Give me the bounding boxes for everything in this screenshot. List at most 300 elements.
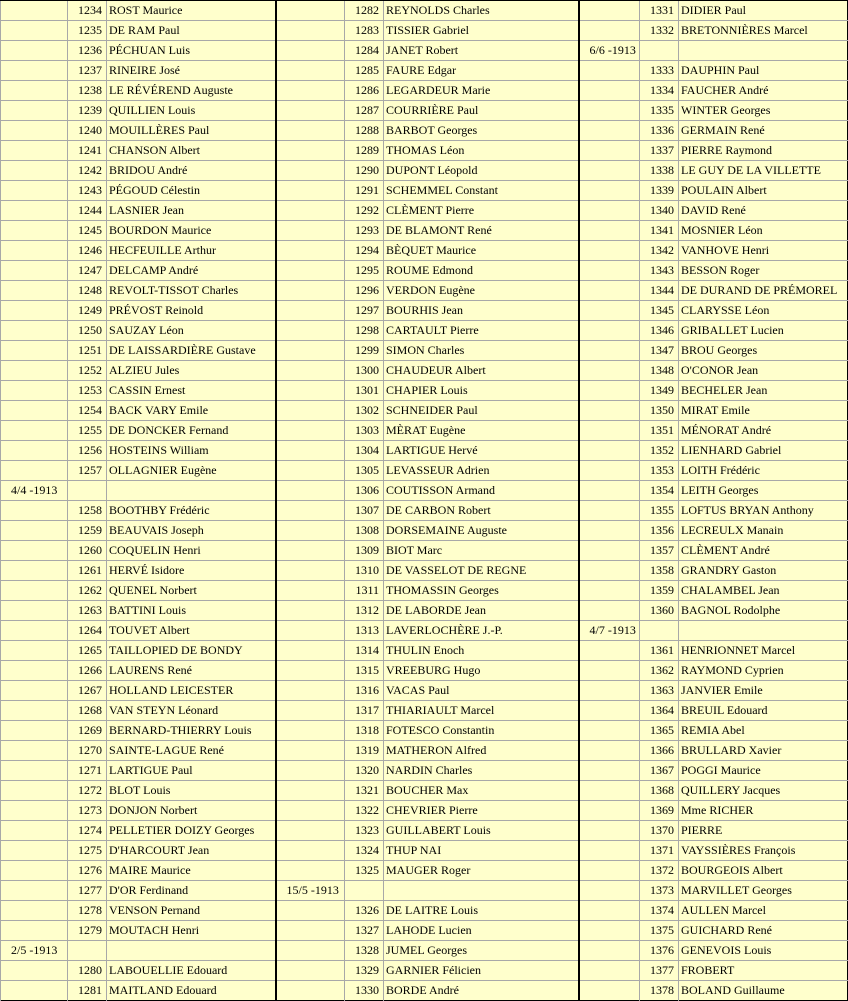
- date-cell: [276, 501, 345, 521]
- pilot-name-cell: DE CARBON Robert: [384, 501, 579, 521]
- license-number-cell: 1281: [68, 981, 107, 1001]
- pilot-name-cell: DIDIER Paul: [679, 1, 848, 21]
- license-number-cell: 1320: [345, 761, 384, 781]
- license-number-cell: 1364: [640, 701, 679, 721]
- pilot-name-cell: DE DONCKER Fernand: [107, 421, 276, 441]
- license-number-cell: 1309: [345, 541, 384, 561]
- date-cell: [1, 781, 68, 801]
- license-number-cell: 1303: [345, 421, 384, 441]
- license-number-cell: 1243: [68, 181, 107, 201]
- pilot-name-cell: COURRIÈRE Paul: [384, 101, 579, 121]
- license-number-cell: 1372: [640, 861, 679, 881]
- license-number-cell: 1377: [640, 961, 679, 981]
- date-cell: 15/5 -1913: [276, 881, 345, 901]
- license-number-cell: 1317: [345, 701, 384, 721]
- table-row: [1, 21, 848, 41]
- table-row: [1, 301, 848, 321]
- license-number-cell: 1343: [640, 261, 679, 281]
- date-cell: [579, 101, 640, 121]
- pilot-name-cell: [107, 481, 276, 501]
- table-row: [1, 861, 848, 881]
- license-number-cell: 1353: [640, 461, 679, 481]
- date-cell: [1, 961, 68, 981]
- date-cell: [1, 141, 68, 161]
- pilot-name-cell: O'CONOR Jean: [679, 361, 848, 381]
- date-cell: [579, 801, 640, 821]
- date-cell: [579, 421, 640, 441]
- date-cell: [1, 361, 68, 381]
- license-number-cell: 1376: [640, 941, 679, 961]
- date-cell: [579, 561, 640, 581]
- pilot-name-cell: FAURE Edgar: [384, 61, 579, 81]
- pilot-name-cell: QUENEL Norbert: [107, 581, 276, 601]
- license-number-cell: 1236: [68, 41, 107, 61]
- license-number-cell: 1329: [345, 961, 384, 981]
- pilot-name-cell: LABOUELLIE Edouard: [107, 961, 276, 981]
- pilot-name-cell: BERNARD-THIERRY Louis: [107, 721, 276, 741]
- license-number-cell: 1290: [345, 161, 384, 181]
- table-row: [1, 121, 848, 141]
- date-cell: [276, 361, 345, 381]
- date-cell: [276, 341, 345, 361]
- license-number-cell: 1278: [68, 901, 107, 921]
- date-cell: [276, 581, 345, 601]
- date-cell: [579, 861, 640, 881]
- license-number-cell: 1242: [68, 161, 107, 181]
- license-number-cell: 1307: [345, 501, 384, 521]
- license-number-cell: 1369: [640, 801, 679, 821]
- license-number-cell: 1311: [345, 581, 384, 601]
- license-number-cell: 1306: [345, 481, 384, 501]
- date-cell: [579, 581, 640, 601]
- license-number-cell: 1327: [345, 921, 384, 941]
- pilot-name-cell: LEVASSEUR Adrien: [384, 461, 579, 481]
- table-row: [1, 961, 848, 981]
- date-cell: [276, 221, 345, 241]
- date-cell: [579, 401, 640, 421]
- date-cell: [276, 301, 345, 321]
- license-number-cell: 1347: [640, 341, 679, 361]
- date-cell: [579, 481, 640, 501]
- pilot-name-cell: GARNIER Félicien: [384, 961, 579, 981]
- pilot-name-cell: FAUCHER André: [679, 81, 848, 101]
- pilot-name-cell: LAHODE Lucien: [384, 921, 579, 941]
- pilot-name-cell: MOUTACH Henri: [107, 921, 276, 941]
- date-cell: [276, 201, 345, 221]
- license-number-cell: 1301: [345, 381, 384, 401]
- date-cell: [276, 161, 345, 181]
- pilot-name-cell: BOOTHBY Frédéric: [107, 501, 276, 521]
- license-number-cell: 1370: [640, 821, 679, 841]
- license-number-cell: 1291: [345, 181, 384, 201]
- date-cell: [276, 261, 345, 281]
- date-cell: [276, 381, 345, 401]
- license-number-cell: 1286: [345, 81, 384, 101]
- date-cell: [276, 141, 345, 161]
- pilot-name-cell: LE GUY DE LA VILLETTE: [679, 161, 848, 181]
- date-cell: [276, 41, 345, 61]
- pilot-name-cell: LIENHARD Gabriel: [679, 441, 848, 461]
- pilot-name-cell: BREUIL Edouard: [679, 701, 848, 721]
- date-cell: 6/6 -1913: [579, 41, 640, 61]
- license-number-cell: 1274: [68, 821, 107, 841]
- license-number-cell: 1244: [68, 201, 107, 221]
- table-row: [1, 321, 848, 341]
- date-cell: [579, 941, 640, 961]
- pilot-name-cell: DELCAMP André: [107, 261, 276, 281]
- license-number-cell: 1271: [68, 761, 107, 781]
- pilot-name-cell: DE DURAND DE PRÉMOREL: [679, 281, 848, 301]
- pilot-name-cell: PÉCHUAN Luis: [107, 41, 276, 61]
- date-cell: [579, 761, 640, 781]
- table-row: [1, 541, 848, 561]
- license-number-cell: 1240: [68, 121, 107, 141]
- license-number-cell: 1250: [68, 321, 107, 341]
- pilot-name-cell: BOURHIS Jean: [384, 301, 579, 321]
- pilot-name-cell: CHEVRIER Pierre: [384, 801, 579, 821]
- pilot-name-cell: BARBOT Georges: [384, 121, 579, 141]
- table-row: [1, 781, 848, 801]
- date-cell: [276, 901, 345, 921]
- date-cell: [1, 121, 68, 141]
- license-number-cell: 1256: [68, 441, 107, 461]
- date-cell: [276, 401, 345, 421]
- pilot-name-cell: JANET Robert: [384, 41, 579, 61]
- license-number-cell: 1262: [68, 581, 107, 601]
- table-row: [1, 141, 848, 161]
- table-row: [1, 741, 848, 761]
- pilot-name-cell: DE RAM Paul: [107, 21, 276, 41]
- license-number-cell: 1305: [345, 461, 384, 481]
- date-cell: [579, 881, 640, 901]
- date-cell: [579, 161, 640, 181]
- date-cell: [276, 961, 345, 981]
- date-cell: [579, 281, 640, 301]
- table-row: [1, 661, 848, 681]
- date-cell: [579, 61, 640, 81]
- table-row: [1, 101, 848, 121]
- license-number-cell: 1340: [640, 201, 679, 221]
- pilot-name-cell: VAYSSIÈRES François: [679, 841, 848, 861]
- pilot-name-cell: COQUELIN Henri: [107, 541, 276, 561]
- pilot-name-cell: GRIBALLET Lucien: [679, 321, 848, 341]
- license-number-cell: 1374: [640, 901, 679, 921]
- pilot-name-cell: Mme RICHER: [679, 801, 848, 821]
- table-row: [1, 881, 848, 901]
- pilot-name-cell: COUTISSON Armand: [384, 481, 579, 501]
- date-cell: [579, 81, 640, 101]
- pilot-name-cell: DUPONT Léopold: [384, 161, 579, 181]
- date-cell: [579, 961, 640, 981]
- license-number-cell: 1321: [345, 781, 384, 801]
- date-cell: [1, 341, 68, 361]
- pilot-name-cell: [679, 621, 848, 641]
- pilot-name-cell: REYNOLDS Charles: [384, 1, 579, 21]
- table-row: [1, 41, 848, 61]
- license-number-cell: 1324: [345, 841, 384, 861]
- license-number-cell: 1267: [68, 681, 107, 701]
- date-cell: [1, 41, 68, 61]
- pilot-name-cell: VAN STEYN Léonard: [107, 701, 276, 721]
- pilot-name-cell: CASSIN Ernest: [107, 381, 276, 401]
- pilot-name-cell: BEAUVAIS Joseph: [107, 521, 276, 541]
- date-cell: [579, 741, 640, 761]
- license-number-cell: 1272: [68, 781, 107, 801]
- table-row: [1, 761, 848, 781]
- table-row: [1, 401, 848, 421]
- date-cell: [1, 541, 68, 561]
- license-number-cell: 1234: [68, 1, 107, 21]
- license-number-cell: 1265: [68, 641, 107, 661]
- pilot-name-cell: BOURDON Maurice: [107, 221, 276, 241]
- date-cell: [276, 181, 345, 201]
- pilot-name-cell: BRIDOU André: [107, 161, 276, 181]
- pilot-name-cell: HENRIONNET Marcel: [679, 641, 848, 661]
- license-number-cell: 1296: [345, 281, 384, 301]
- date-cell: [579, 661, 640, 681]
- date-cell: [1, 241, 68, 261]
- table-row: [1, 201, 848, 221]
- pilot-name-cell: BACK VARY Emile: [107, 401, 276, 421]
- pilot-name-cell: CARTAULT Pierre: [384, 321, 579, 341]
- pilot-name-cell: MARVILLET Georges: [679, 881, 848, 901]
- pilot-name-cell: THOMAS Léon: [384, 141, 579, 161]
- date-cell: [1, 821, 68, 841]
- license-number-cell: 1352: [640, 441, 679, 461]
- pilot-name-cell: MAUGER Roger: [384, 861, 579, 881]
- pilot-name-cell: ROST Maurice: [107, 1, 276, 21]
- pilot-name-cell: LECREULX Manain: [679, 521, 848, 541]
- license-number-cell: 1261: [68, 561, 107, 581]
- table-row: [1, 621, 848, 641]
- date-cell: [276, 481, 345, 501]
- license-number-cell: 1367: [640, 761, 679, 781]
- date-cell: [1, 901, 68, 921]
- date-cell: [1, 61, 68, 81]
- date-cell: [579, 841, 640, 861]
- date-cell: [276, 521, 345, 541]
- pilot-name-cell: MÈRAT Eugène: [384, 421, 579, 441]
- license-number-cell: 1310: [345, 561, 384, 581]
- pilot-name-cell: BATTINI Louis: [107, 601, 276, 621]
- date-cell: [276, 781, 345, 801]
- license-number-cell: [68, 941, 107, 961]
- license-number-cell: 1285: [345, 61, 384, 81]
- license-number-cell: 1247: [68, 261, 107, 281]
- license-number-cell: 1280: [68, 961, 107, 981]
- date-cell: [579, 461, 640, 481]
- date-cell: [276, 81, 345, 101]
- date-cell: [276, 621, 345, 641]
- pilot-name-cell: SAINTE-LAGUE René: [107, 741, 276, 761]
- license-number-cell: 1246: [68, 241, 107, 261]
- pilot-name-cell: VERDON Eugène: [384, 281, 579, 301]
- date-cell: [579, 541, 640, 561]
- license-number-cell: 1295: [345, 261, 384, 281]
- pilot-name-cell: CLARYSSE Léon: [679, 301, 848, 321]
- license-number-cell: 1251: [68, 341, 107, 361]
- license-number-cell: 1312: [345, 601, 384, 621]
- license-number-cell: 1318: [345, 721, 384, 741]
- date-cell: [276, 761, 345, 781]
- pilot-name-cell: THOMASSIN Georges: [384, 581, 579, 601]
- pilot-name-cell: D'HARCOURT Jean: [107, 841, 276, 861]
- license-number-cell: [345, 881, 384, 901]
- pilot-name-cell: MIRAT Emile: [679, 401, 848, 421]
- pilot-name-cell: HOSTEINS William: [107, 441, 276, 461]
- table-row: [1, 221, 848, 241]
- table-row: [1, 1, 848, 21]
- date-cell: [579, 921, 640, 941]
- date-cell: [579, 121, 640, 141]
- pilot-name-cell: PIERRE: [679, 821, 848, 841]
- date-cell: [579, 521, 640, 541]
- license-number-cell: 1237: [68, 61, 107, 81]
- pilot-name-cell: CHALAMBEL Jean: [679, 581, 848, 601]
- table-row: [1, 261, 848, 281]
- pilot-name-cell: DONJON Norbert: [107, 801, 276, 821]
- license-number-cell: 1368: [640, 781, 679, 801]
- pilot-name-cell: LOITH Frédéric: [679, 461, 848, 481]
- license-number-cell: 1328: [345, 941, 384, 961]
- date-cell: [579, 441, 640, 461]
- date-cell: [1, 221, 68, 241]
- pilot-name-cell: CHAUDEUR Albert: [384, 361, 579, 381]
- date-cell: [276, 461, 345, 481]
- license-number-cell: 1270: [68, 741, 107, 761]
- license-number-cell: 1323: [345, 821, 384, 841]
- date-cell: [579, 721, 640, 741]
- pilot-name-cell: DE LAISSARDIÈRE Gustave: [107, 341, 276, 361]
- pilot-name-cell: BORDE André: [384, 981, 579, 1001]
- pilot-name-cell: RAYMOND Cyprien: [679, 661, 848, 681]
- pilot-name-cell: JANVIER Emile: [679, 681, 848, 701]
- pilot-name-cell: PÉGOUD Célestin: [107, 181, 276, 201]
- pilot-name-cell: BLOT Louis: [107, 781, 276, 801]
- pilot-name-cell: SCHNEIDER Paul: [384, 401, 579, 421]
- pilot-name-cell: MOSNIER Léon: [679, 221, 848, 241]
- pilot-name-cell: BIOT Marc: [384, 541, 579, 561]
- license-number-cell: [640, 621, 679, 641]
- license-number-cell: 1248: [68, 281, 107, 301]
- license-number-cell: 1325: [345, 861, 384, 881]
- pilot-name-cell: REMIA Abel: [679, 721, 848, 741]
- table-row: [1, 641, 848, 661]
- license-number-cell: 1276: [68, 861, 107, 881]
- license-number-cell: 1342: [640, 241, 679, 261]
- pilot-name-cell: PELLETIER DOIZY Georges: [107, 821, 276, 841]
- license-number-cell: 1333: [640, 61, 679, 81]
- pilot-name-cell: AULLEN Marcel: [679, 901, 848, 921]
- pilot-name-cell: BECHELER Jean: [679, 381, 848, 401]
- date-cell: [1, 721, 68, 741]
- license-number-cell: 1314: [345, 641, 384, 661]
- pilot-name-cell: PRÉVOST Reinold: [107, 301, 276, 321]
- license-number-cell: 1302: [345, 401, 384, 421]
- date-cell: [579, 381, 640, 401]
- pilot-name-cell: MAIRE Maurice: [107, 861, 276, 881]
- pilot-name-cell: VENSON Pernand: [107, 901, 276, 921]
- license-number-cell: 1275: [68, 841, 107, 861]
- license-number-cell: 1315: [345, 661, 384, 681]
- license-number-cell: 1336: [640, 121, 679, 141]
- date-cell: [1, 381, 68, 401]
- date-cell: [1, 281, 68, 301]
- license-number-cell: 1331: [640, 1, 679, 21]
- date-cell: [1, 421, 68, 441]
- date-cell: [276, 641, 345, 661]
- pilot-name-cell: DE VASSELOT DE REGNE: [384, 561, 579, 581]
- pilot-name-cell: GUILLABERT Louis: [384, 821, 579, 841]
- license-number-cell: 1351: [640, 421, 679, 441]
- date-cell: [276, 61, 345, 81]
- license-number-cell: 1350: [640, 401, 679, 421]
- table-row: [1, 441, 848, 461]
- pilot-name-cell: D'OR Ferdinand: [107, 881, 276, 901]
- license-number-cell: 1238: [68, 81, 107, 101]
- license-number-cell: 1239: [68, 101, 107, 121]
- pilot-name-cell: GUICHARD René: [679, 921, 848, 941]
- date-cell: [579, 241, 640, 261]
- date-cell: [1, 641, 68, 661]
- pilot-name-cell: LEITH Georges: [679, 481, 848, 501]
- pilot-name-cell: [107, 941, 276, 961]
- pilot-name-cell: THIARIAULT Marcel: [384, 701, 579, 721]
- date-cell: [1, 921, 68, 941]
- date-cell: [1, 761, 68, 781]
- table-row: [1, 941, 848, 961]
- table-row: [1, 281, 848, 301]
- license-number-cell: 1293: [345, 221, 384, 241]
- date-cell: [1, 861, 68, 881]
- license-number-cell: 1338: [640, 161, 679, 181]
- date-cell: [1, 101, 68, 121]
- date-cell: [276, 921, 345, 941]
- table-row: [1, 721, 848, 741]
- table-row: [1, 921, 848, 941]
- date-cell: [1, 1, 68, 21]
- license-number-cell: 1322: [345, 801, 384, 821]
- license-number-cell: 1297: [345, 301, 384, 321]
- date-cell: [1, 701, 68, 721]
- date-cell: [579, 981, 640, 1001]
- license-number-cell: 1344: [640, 281, 679, 301]
- pilot-name-cell: MÉNORAT André: [679, 421, 848, 441]
- date-cell: [276, 721, 345, 741]
- date-cell: [276, 441, 345, 461]
- license-number-cell: 1326: [345, 901, 384, 921]
- pilot-name-cell: QUILLIEN Louis: [107, 101, 276, 121]
- pilot-name-cell: CLÈMENT André: [679, 541, 848, 561]
- pilot-name-cell: BÈQUET Maurice: [384, 241, 579, 261]
- license-number-cell: 1245: [68, 221, 107, 241]
- pilot-name-cell: SCHEMMEL Constant: [384, 181, 579, 201]
- pilot-name-cell: GRANDRY Gaston: [679, 561, 848, 581]
- pilot-name-cell: TOUVET Albert: [107, 621, 276, 641]
- date-cell: [276, 241, 345, 261]
- pilot-name-cell: LOFTUS BRYAN Anthony: [679, 501, 848, 521]
- pilot-name-cell: [679, 41, 848, 61]
- license-number-cell: 1292: [345, 201, 384, 221]
- license-number-cell: 1359: [640, 581, 679, 601]
- license-number-cell: 1277: [68, 881, 107, 901]
- license-number-cell: 1282: [345, 1, 384, 21]
- pilot-name-cell: DORSEMAINE Auguste: [384, 521, 579, 541]
- pilot-name-cell: FOTESCO Constantin: [384, 721, 579, 741]
- pilot-name-cell: DE LABORDE Jean: [384, 601, 579, 621]
- pilot-name-cell: CHAPIER Louis: [384, 381, 579, 401]
- date-cell: [1, 841, 68, 861]
